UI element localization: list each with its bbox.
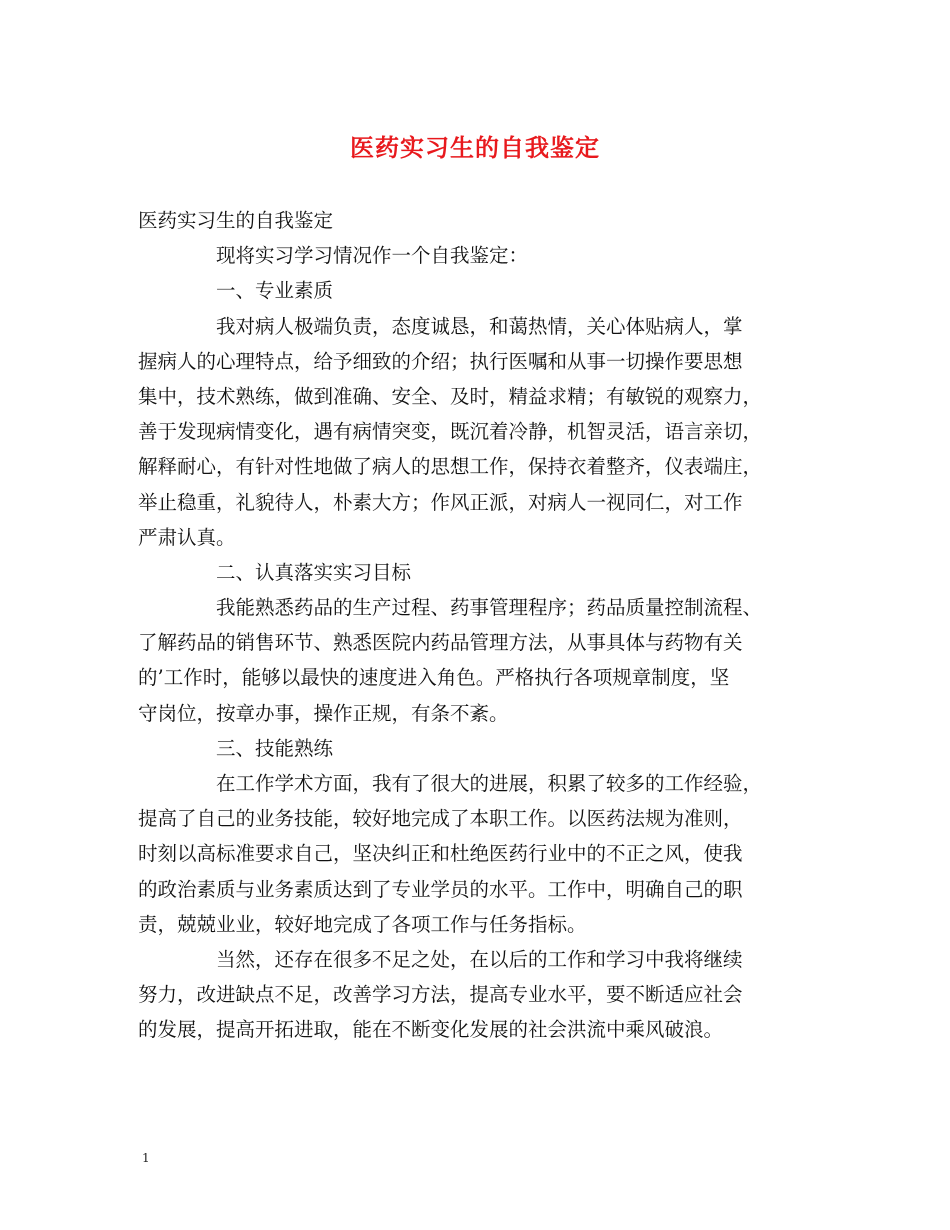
body-line: 三、技能熟练 [216, 736, 334, 760]
body-line: 握病人的心理特点，给予细致的介绍；执行医嘱和从事一切操作要思想 [138, 349, 743, 373]
body-line: 解释耐心，有针对性地做了病人的思想工作，保持衣着整齐，仪表端庄， [138, 455, 763, 479]
body-line: 守岗位，按章办事，操作正规，有条不紊。 [138, 701, 509, 725]
body-line: 集中，技术熟练，做到准确、安全、及时，精益求精；有敏锐的观察力， [138, 384, 763, 408]
body-line: 善于发现病情变化，遇有病情突变，既沉着冷静，机智灵活，语言亲切， [138, 420, 763, 444]
document-title: 医药实习生的自我鉴定 [350, 133, 600, 162]
body-line: 当然，还存在很多不足之处，在以后的工作和学习中我将继续 [216, 947, 743, 971]
document-body [138, 203, 828, 1048]
body-line: 一、专业素质 [216, 279, 334, 303]
body-line: 的’工作时，能够以最快的速度进入角色。严格执行各项规章制度，坚 [138, 666, 730, 690]
body-line: 我对病人极端负责，态度诚恳，和蔼热情，关心体贴病人，掌 [216, 314, 743, 338]
body-line: 严肃认真。 [138, 525, 236, 549]
body-line: 了解药品的销售环节、熟悉医院内药品管理方法，从事具体与药物有关 [138, 631, 743, 655]
body-line: 举止稳重，礼貌待人，朴素大方；作风正派，对病人一视同仁，对工作 [138, 490, 743, 514]
body-line: 我能熟悉药品的生产过程、药事管理程序；药品质量控制流程、 [216, 596, 763, 620]
body-line: 提高了自己的业务技能，较好地完成了本职工作。以医药法规为准则， [138, 807, 743, 831]
body-line: 的发展，提高开拓进取，能在不断变化发展的社会洪流中乘风破浪。 [138, 1018, 724, 1042]
body-line: 在工作学术方面，我有了很大的进展，积累了较多的工作经验， [216, 772, 763, 795]
body-line: 时刻以高标准要求自己，坚决纠正和杜绝医药行业中的不正之风，使我 [138, 842, 743, 866]
page-number: 1 [142, 1151, 150, 1165]
body-line: 医药实习生的自我鉴定 [138, 209, 334, 232]
body-line: 二、认真落实实习目标 [216, 560, 412, 584]
body-line: 现将实习学习情况作一个自我鉴定： [216, 244, 529, 268]
body-line: 责，兢兢业业，较好地完成了各项工作与任务指标。 [138, 912, 587, 936]
body-line: 努力，改进缺点不足，改善学习方法，提高专业水平，要不断适应社会 [138, 983, 743, 1007]
body-line: 的政治素质与业务素质达到了专业学员的水平。工作中，明确自己的职 [138, 877, 743, 901]
